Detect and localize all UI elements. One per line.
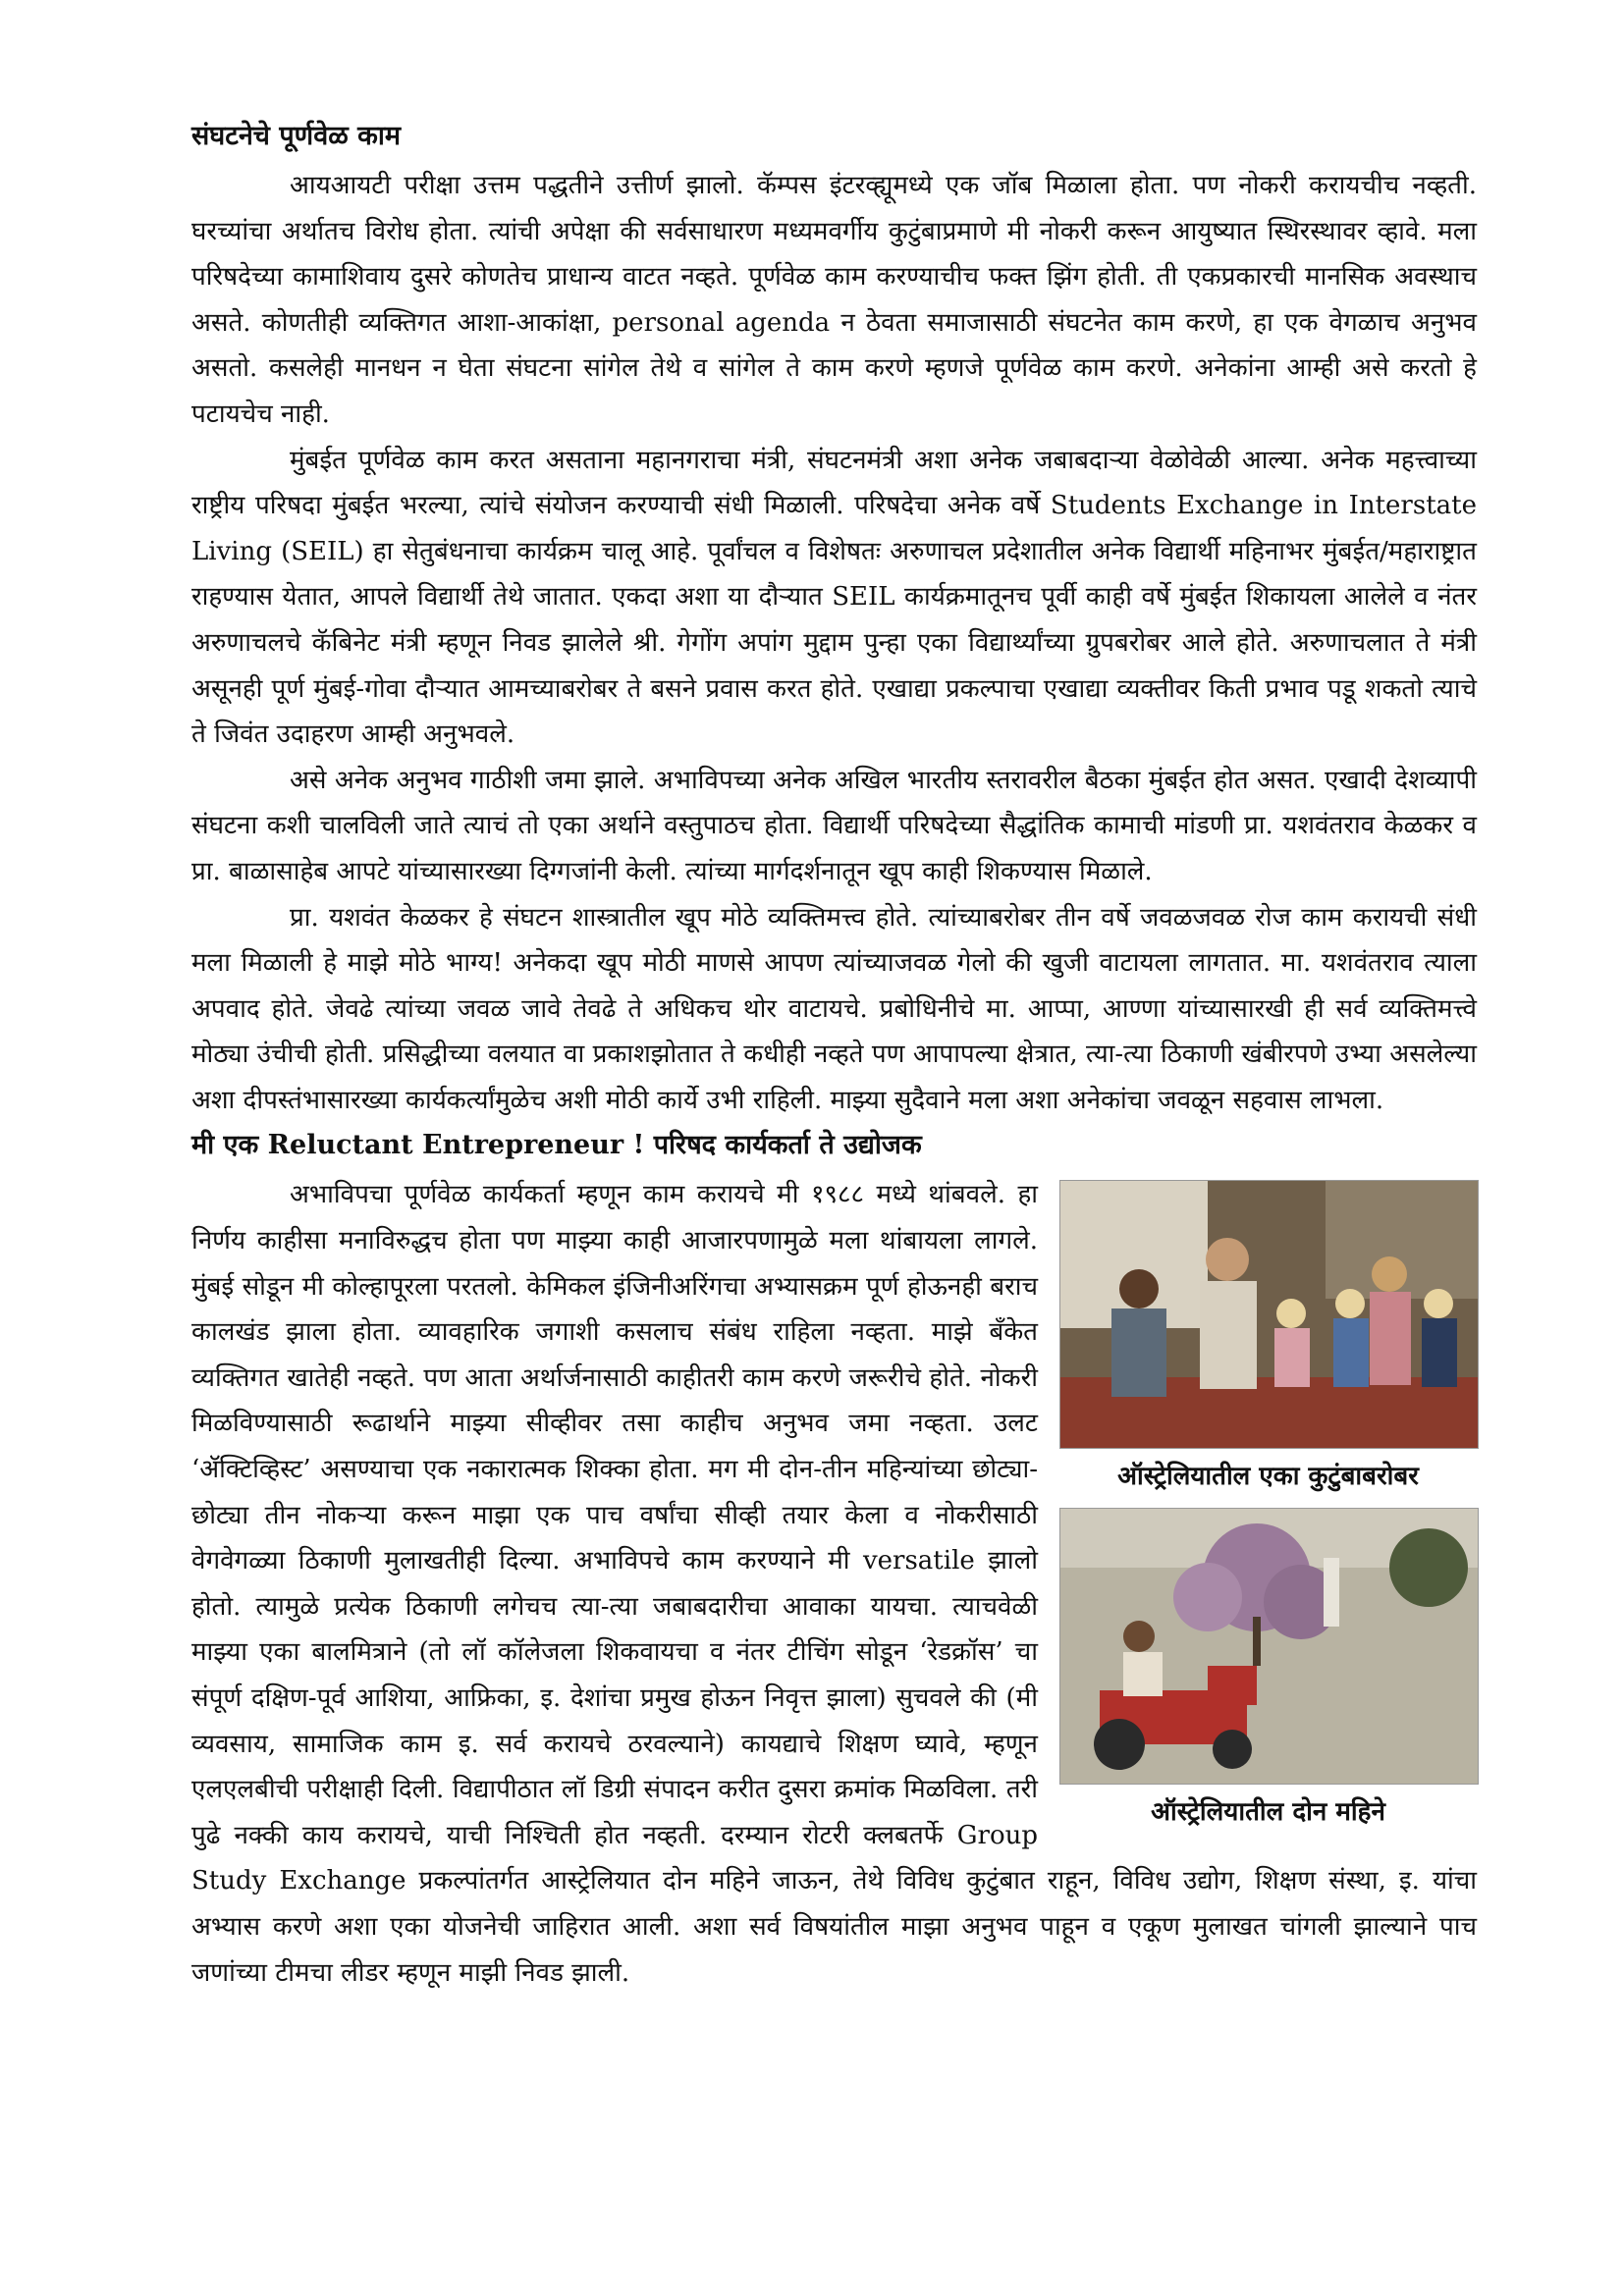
photo-column xyxy=(1059,1180,1477,1843)
section-heading-entrepreneur: मी एक Reluctant Entrepreneur ! परिषद कार्यकर्ता ते उद्योजक xyxy=(191,1130,922,1161)
paragraph: अभाविपचा पूर्णवेळ कार्यकर्ता म्हणून काम करायचे मी १९८८ मध्ये थांबवले. हा निर्णय काहीसा मनाविरुद्धच होता पण माझ्या काही आजारपणामुळे मला थांबायला लागले. मुंबई सोडून मी कोल्हापूरला परतलो. केमिकल इंजिनीअरिंगचा अभ्यासक्रम पूर्ण होऊनही बराच कालखंड झाला होता. व्यावहारिक जगाशी कसलाच संबंध राहिला नव्हता. माझे बँकेत व्यक्तिगत खातेही नव्हते. पण आता अर्थार्जनासाठी काहीतरी काम करणे जरूरीचे होते. नोकरी मिळविण्यासाठी रूढार्थाने माझ्या सीव्हीवर तसा काहीच अनुभव जमा नव्हता. उलट ‘ॲक्टिव्हिस्ट’ असण्याचा एक नकारात्मक शिक्का होता. मग मी दोन-तीन महिन्यांच्या छोट्या-छोट्या तीन नोकऱ्या करून माझा एक पाच वर्षांचा सीव्ही तयार केला व नोकरीसाठी वेगवेगळ्या ठिकाणी मुलाखतीही दिल्या. अभाविपचे काम करण्याने मी versatile झालो होतो. त्यामुळे प्रत्येक ठिकाणी लगेचच त्या-त्या जबाबदारीचा आवाका यायचा. त्याचवेळी माझ्या एका बालमित्राने (तो लॉ कॉलेजला शिकवायचा व नंतर टीचिंग सोडून ‘रेडक्रॉस’ चा संपूर्ण दक्षिण-पूर्व आशिया, आफ्रिका, इ. देशांचा प्रमुख होऊन निवृत्त झाला) सुचवले की (मी व्यवसाय, सामाजिक काम इ. सर्व करायचे ठरवल्याने) कायद्याचे शिक्षण घ्यावे, म्हणून एलएलबीची परीक्षाही दिली. विद्यापीठात लॉ डिग्री संपादन करीत दुसरा क्रमांक मिळविला. तरी पुढे नक्की काय करायचे, याची निश्चिती होत नव्हती. दरम्यान रोटरी क्लबतर्फे Group Study Exchange प्रकल्पांतर्गत आस्ट्रेलियात दोन महिने जाऊन, तेथे विविध कुटुंबात राहून, विविध उद्योग, शिक्षण संस्था, इ. यांचा अभ्यास करणे अशा एका योजनेची जाहिरात आली. अशा सर्व विषयांतील माझा अनुभव पाहून व एकूण मुलाखत चांगली झाल्याने पाच जणांच्या टीमचा लीडर म्हणून माझी निवड झाली. xyxy=(191,1180,1477,1988)
section-heading-fulltime-work: संघटनेचे पूर्णवेळ काम xyxy=(191,121,402,151)
paragraph: प्रा. यशवंत केळकर हे संघटन शास्त्रातील खूप मोठे व्यक्तिमत्त्व होते. त्यांच्याबरोबर तीन वर्षे जवळजवळ रोज काम करायची संधी मला मिळाली हे माझे मोठे भाग्य! अनेकदा खूप मोठी माणसे आपण त्यांच्याजवळ गेलो की खुजी वाटायला लागतात. मा. यशवंतराव त्याला अपवाद होते. जेवढे त्यांच्या जवळ जावे तेवढे ते अधिकच थोर वाटायचे. प्रबोधिनीचे मा. आप्पा, आण्णा यांच्यासारखी ही सर्व व्यक्तिमत्त्वे मोठ्या उंचीची होती. प्रसिद्धीच्या वलयात वा प्रकाशझोतात ते कधीही नव्हते पण आपापल्या क्षेत्रात, त्या-त्या ठिकाणी खंबीरपणे उभ्या असलेल्या अशा दीपस्तंभासारख्या कार्यकर्त्यांमुळेच अशी मोठी कार्ये उभी राहिली. माझ्या सुदैवाने मला अशा अनेकांचा जवळून सहवास लाभला. xyxy=(191,902,1477,1115)
paragraph: असे अनेक अनुभव गाठीशी जमा झाले. अभाविपच्या अनेक अखिल भारतीय स्तरावरील बैठका मुंबईत होत असत. एखादी देशव्यापी संघटना कशी चालविली जाते त्याचं तो एका अर्थाने वस्तुपाठच होता. विद्यार्थी परिषदेच्या सैद्धांतिक कामाची मांडणी प्रा. यशवंतराव केळकर व प्रा. बाळासाहेब आपटे यांच्यासारख्या दिग्गजांनी केली. त्यांच्या मार्गदर्शनातून खूप काही शिकण्यास मिळाले. xyxy=(191,765,1477,886)
paragraph: आयआयटी परीक्षा उत्तम पद्धतीने उत्तीर्ण झालो. कॅम्पस इंटरव्ह्यूमध्ये एक जॉब मिळाला होता. पण नोकरी करायचीच नव्हती. घरच्यांचा अर्थातच विरोध होता. त्यांची अपेक्षा की सर्वसाधारण मध्यमवर्गीय कुटुंबाप्रमाणे मी नोकरी करून आयुष्यात स्थिरस्थावर व्हावे. मला परिषदेच्या कामाशिवाय दुसरे कोणतेच प्राधान्य वाटत नव्हते. पूर्णवेळ काम करण्याचीच फक्त झिंग होती. ती एकप्रकारची मानसिक अवस्थाच असते. कोणतीही व्यक्तिगत आशा-आकांक्षा, personal agenda न ठेवता समाजासाठी संघटनेत काम करणे, हा एक वेगळाच अनुभव असतो. कसलेही मानधन न घेता संघटना सांगेल तेथे व सांगेल ते काम करणे म्हणजे पूर्णवेळ काम करणे. अनेकांना आम्ही असे करतो हे पटायचेच नाही. xyxy=(191,171,1477,429)
family-group-photo xyxy=(1059,1180,1479,1449)
photo-caption: ऑस्ट्रेलियातील दोन महिने xyxy=(1151,1797,1385,1828)
photo-caption: ऑस्ट्रेलियातील एका कुटुंबाबरोबर xyxy=(1117,1462,1419,1492)
paragraph: मुंबईत पूर्णवेळ काम करत असताना महानगराचा मंत्री, संघटनमंत्री अशा अनेक जबाबदाऱ्या वेळोवेळी आल्या. अनेक महत्त्वाच्या राष्ट्रीय परिषदा मुंबईत भरल्या, त्यांचे संयोजन करण्याची संधी मिळाली. परिषदेचा अनेक वर्षे Students Exchange in Interstate Living (SEIL) हा सेतुबंधनाचा कार्यक्रम चालू आहे. पूर्वांचल व विशेषतः अरुणाचल प्रदेशातील अनेक विद्यार्थी महिनाभर मुंबईत/महाराष्ट्रात राहण्यास येतात, आपले विद्यार्थी तेथे जातात. एकदा अशा या दौऱ्यात SEIL कार्यक्रमातूनच पूर्वी काही वर्षे मुंबईत शिकायला आलेले व नंतर अरुणाचलचे कॅबिनेट मंत्री म्हणून निवड झालेले श्री. गेगोंग अपांग मुद्दाम पुन्हा एका विद्यार्थ्यांच्या ग्रुपबरोबर आले होते. अरुणाचलात ते मंत्री असूनही पूर्ण मुंबई-गोवा दौऱ्यात आमच्याबरोबर ते बसने प्रवास करत होते. एखाद्या प्रकल्पाचा एखाद्या व्यक्तीवर किती प्रभाव पडू शकतो त्याचे ते जिवंत उदाहरण आम्ही अनुभवले. xyxy=(191,445,1477,750)
garden-tractor-photo xyxy=(1059,1508,1479,1785)
